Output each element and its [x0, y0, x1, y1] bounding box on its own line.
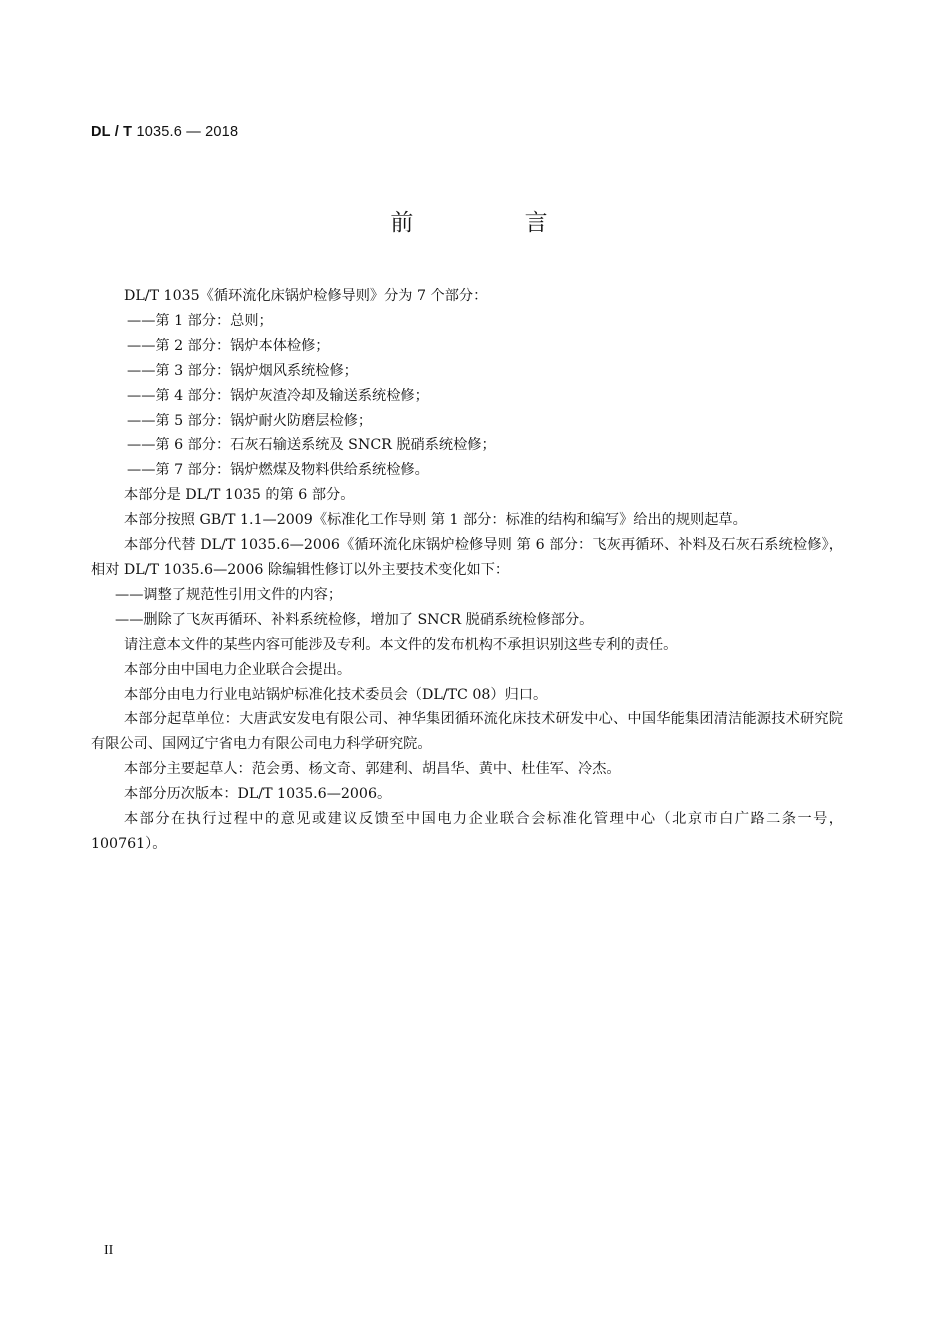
- parts-list: [91, 309, 843, 483]
- standard-code-number: 1035.6 — 2018: [132, 124, 239, 140]
- standard-code-header: [91, 124, 238, 140]
- page-title: 前 言: [390, 210, 600, 236]
- drafters-paragraph: 本部分主要起草人：范会勇、杨文奇、郭建利、胡昌华、黄中、杜佳军、冷杰。: [124, 761, 621, 778]
- foreword-body: [91, 284, 843, 857]
- history-paragraph: 本部分历次版本：DL/T 1035.6—2006。: [124, 786, 392, 803]
- list-item-part-2: ——第 2 部分：锅炉本体检修；: [127, 337, 330, 354]
- list-item-part-5: ——第 5 部分：锅炉耐火防磨层检修；: [127, 412, 373, 429]
- patent-notice-paragraph: 请注意本文件的某些内容可能涉及专利。本文件的发布机构不承担识别这些专利的责任。: [124, 636, 678, 653]
- standard-code-prefix: DL / T: [91, 124, 133, 140]
- list-item-part-4: ——第 4 部分：锅炉灰渣冷却及输送系统检修；: [127, 387, 429, 404]
- list-item-part-3: ——第 3 部分：锅炉烟风系统检修；: [127, 362, 358, 379]
- centralized-by-paragraph: 本部分由电力行业电站锅炉标准化技术委员会（DL/TC 08）归口。: [124, 686, 548, 703]
- part-of-paragraph: 本部分是 DL/T 1035 的第 6 部分。: [124, 487, 355, 504]
- feedback-paragraph: 本部分在执行过程中的意见或建议反馈至中国电力企业联合会标准化管理中心（北京市白广路二条一号，100761）。: [91, 811, 843, 852]
- page-number: II: [104, 1243, 114, 1258]
- list-item-part-6: ——第 6 部分：石灰石输送系统及 SNCR 脱硝系统检修；: [127, 437, 496, 454]
- changes-list: [91, 583, 843, 633]
- drafting-rules-paragraph: 本部分按照 GB/T 1.1—2009《标准化工作导则 第 1 部分：标准的结构和编写》给出的规则起草。: [124, 512, 747, 529]
- drafting-units-paragraph: 本部分起草单位：大唐武安发电有限公司、神华集团循环流化床技术研发中心、中国华能集团清洁能源技术研究院有限公司、国网辽宁省电力有限公司电力科学研究院。: [91, 711, 843, 753]
- list-item-change-2: ——删除了飞灰再循环、补料系统检修，增加了 SNCR 脱硝系统检修部分。: [115, 611, 594, 628]
- replaces-paragraph: 本部分代替 DL/T 1035.6—2006《循环流化床锅炉检修导则 第 6 部分：飞灰再循环、补料及石灰石系统检修》，相对 DL/T 1035.6—2006 除编辑性修订以外主要技术变化如下：: [91, 537, 843, 578]
- list-item-part-1: ——第 1 部分：总则；: [127, 312, 273, 329]
- proposed-by-paragraph: 本部分由中国电力企业联合会提出。: [124, 661, 352, 678]
- list-item-part-7: ——第 7 部分：锅炉燃煤及物料供给系统检修。: [127, 462, 429, 479]
- intro-paragraph: DL/T 1035《循环流化床锅炉检修导则》分为 7 个部分：: [124, 288, 488, 304]
- list-item-change-1: ——调整了规范性引用文件的内容；: [115, 586, 343, 603]
